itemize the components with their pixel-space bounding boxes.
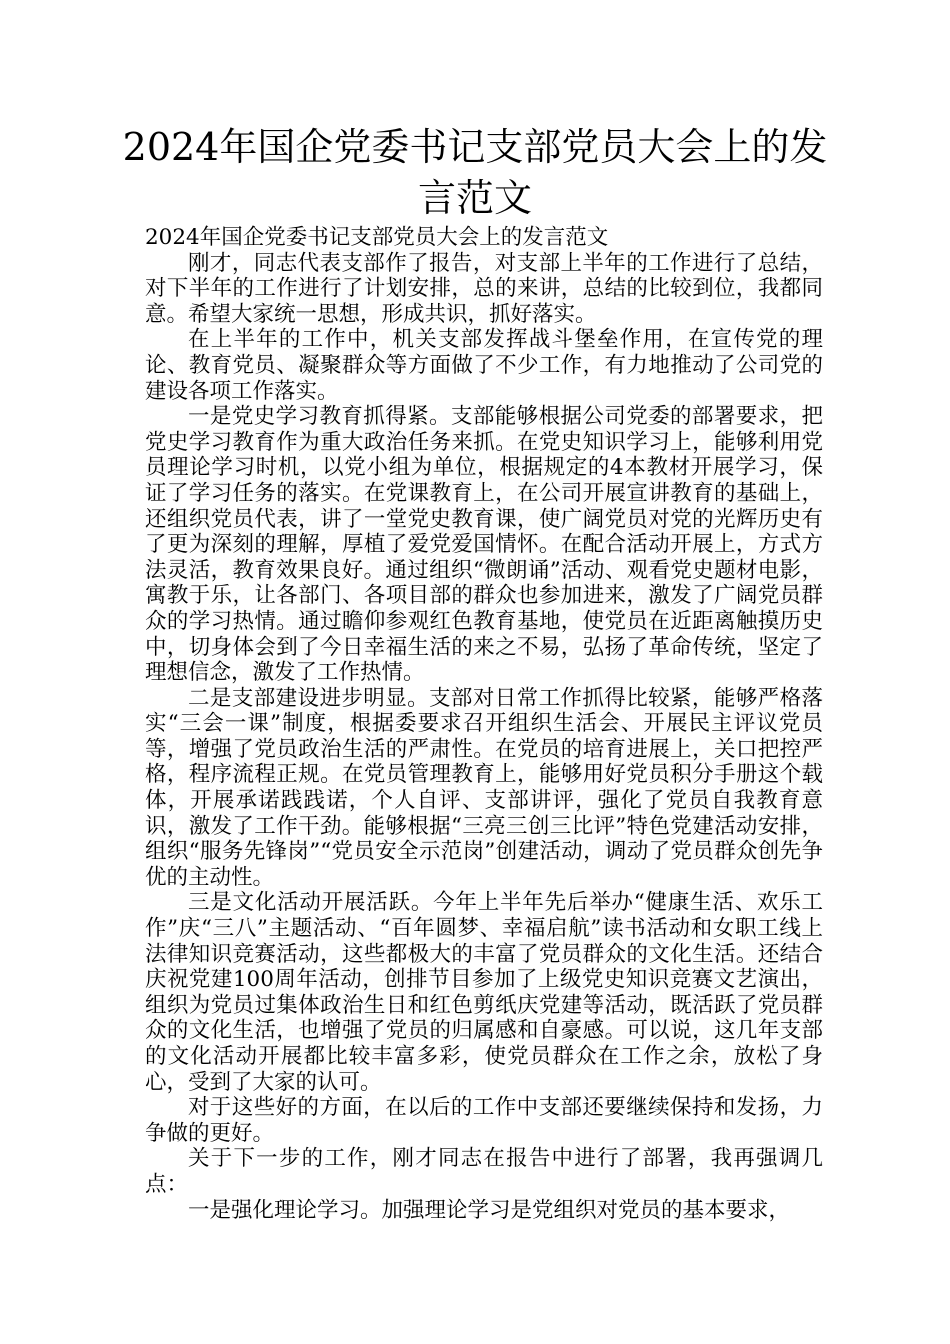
document-title: 2024年国企党委书记支部党员大会上的发言范文 [122,125,828,220]
document-body [145,225,823,1223]
paragraph-branch-building: 二是支部建设进步明显。支部对日常工作抓得比较紧，能够严格落实“三会一课”制度，根据委要求召开组织生活会、开展民主评议党员等，增强了党员政治生活的严肃性。在党员的培育进展上，关口把控严格，程序流程正规。在党员管理教育上，能够用好党员积分手册这个载体，开展承诺践践诺，个人自评、支部讲评，强化了党员自我教育意识，激发了工作干劲。能够根据“三亮三创三比评”特色党建活动安排，组织“服务先锋岗”“党员安全示范岗”创建活动，调动了党员群众创先争优的主动性。 [145,685,823,890]
paragraph-first-half-summary: 在上半年的工作中，机关支部发挥战斗堡垒作用，在宣传党的理论、教育党员、凝聚群众等方面做了不少工作，有力地推动了公司党的建设各项工作落实。 [145,327,823,404]
paragraph-party-history-education: 一是党史学习教育抓得紧。支部能够根据公司党委的部署要求，把党史学习教育作为重大政治任务来抓。在党史知识学习上，能够利用党员理论学习时机，以党小组为单位，根据规定的4本教材开展学习，保证了学习任务的落实。在党课教育上，在公司开展宣讲教育的基础上，还组织党员代表，讲了一堂党史教育课，使广阔党员对党的光辉历史有了更为深刻的理解，厚植了爱党爱国情怀。在配合活动开展上，方式方法灵活，教育效果良好。通过组织“微朗诵”活动、观看党史题材电影，寓教于乐，让各部门、各项目部的群众也参加进来，激发了广阔党员群众的学习热情。通过瞻仰参观红色教育基地，使党员在近距离触摸历史中，切身体会到了今日幸福生活的来之不易，弘扬了革命传统，坚定了理想信念，激发了工作热情。 [145,404,823,686]
document-subtitle: 2024年国企党委书记支部党员大会上的发言范文 [145,225,609,250]
paragraph-theory-study: 一是强化理论学习。加强理论学习是党组织对党员的基本要求， [188,1197,791,1223]
paragraph-keep-improving: 对于这些好的方面，在以后的工作中支部还要继续保持和发扬，力争做的更好。 [145,1095,823,1146]
paragraph-next-steps: 关于下一步的工作，刚才同志在报告中进行了部署，我再强调几点： [145,1146,823,1197]
paragraph-opening: 刚才，同志代表支部作了报告，对支部上半年的工作进行了总结，对下半年的工作进行了计划安排，总的来讲，总结的比较到位，我都同意。希望大家统一思想，形成共识，抓好落实。 [145,250,823,327]
paragraph-cultural-activities: 三是文化活动开展活跃。今年上半年先后举办“健康生活、欢乐工作”庆“三八”主题活动、“百年圆梦、幸福启航”读书活动和女职工线上法律知识竞赛活动，这些都极大的丰富了党员群众的文化生活。还结合庆祝党建100周年活动，创排节目参加了上级党史知识竞赛文艺演出，组织为党员过集体政治生日和红色剪纸庆党建等活动，既活跃了党员群众的文化生活，也增强了党员的归属感和自豪感。可以说，这几年支部的文化活动开展都比较丰富多彩，使党员群众在工作之余，放松了身心，受到了大家的认可。 [145,890,823,1095]
